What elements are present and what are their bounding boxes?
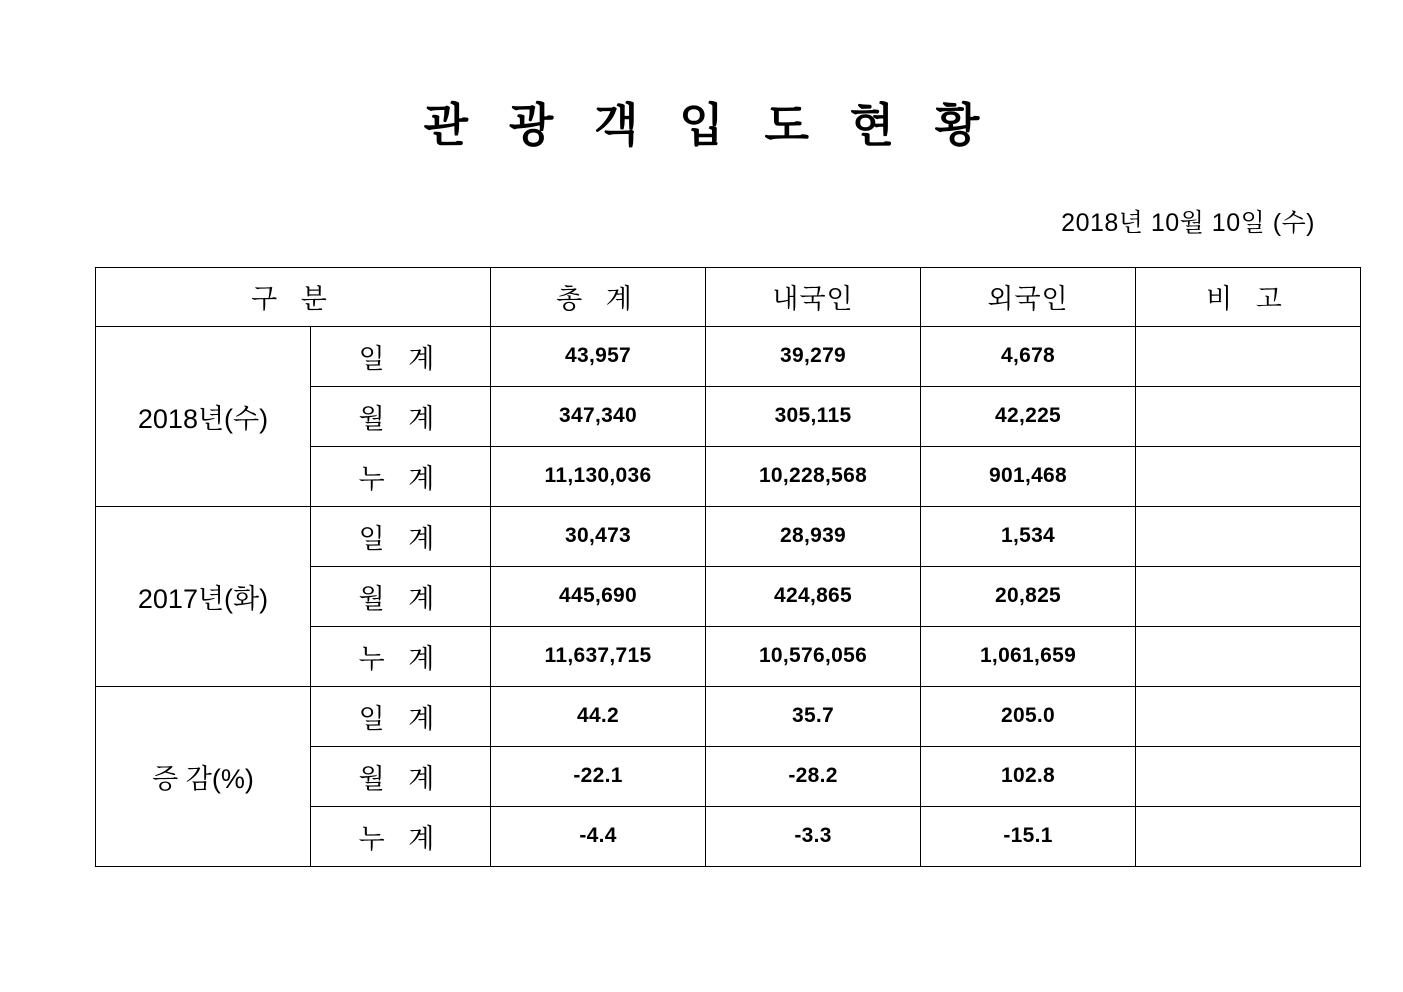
cell-note: [1136, 686, 1361, 746]
cell-total: 44.2: [491, 686, 706, 746]
column-header-domestic: 내국인: [706, 267, 921, 326]
cell-domestic: 305,115: [706, 386, 921, 446]
cell-total: 347,340: [491, 386, 706, 446]
table-body: [96, 326, 1361, 866]
cell-domestic: 39,279: [706, 326, 921, 386]
table-row: [96, 686, 1361, 746]
row-sub-label: 누 계: [311, 626, 491, 686]
cell-domestic: 10,228,568: [706, 446, 921, 506]
row-sub-label: 누 계: [311, 806, 491, 866]
column-header-division: 구 분: [96, 267, 491, 326]
row-sub-label: 누 계: [311, 446, 491, 506]
cell-foreign: 4,678: [921, 326, 1136, 386]
cell-total: 11,637,715: [491, 626, 706, 686]
page-title: 관 광 객 입 도 현 황: [423, 99, 994, 151]
row-sub-label: 일 계: [311, 686, 491, 746]
cell-foreign: 102.8: [921, 746, 1136, 806]
cell-foreign: 901,468: [921, 446, 1136, 506]
cell-foreign: 1,534: [921, 506, 1136, 566]
cell-note: [1136, 566, 1361, 626]
cell-foreign: 205.0: [921, 686, 1136, 746]
cell-foreign: 1,061,659: [921, 626, 1136, 686]
row-sub-label: 일 계: [311, 506, 491, 566]
cell-note: [1136, 446, 1361, 506]
cell-total: -22.1: [491, 746, 706, 806]
cell-note: [1136, 806, 1361, 866]
column-header-total: 총 계: [491, 267, 706, 326]
cell-domestic: 35.7: [706, 686, 921, 746]
tourist-arrivals-table: [95, 267, 1361, 867]
cell-total: 445,690: [491, 566, 706, 626]
table-row: [96, 506, 1361, 566]
cell-domestic: -3.3: [706, 806, 921, 866]
row-group-label: 증 감(%): [96, 686, 311, 866]
report-date: 2018년 10월 10일 (수): [1061, 208, 1315, 237]
cell-domestic: 424,865: [706, 566, 921, 626]
table-row: [96, 326, 1361, 386]
row-group-label: 2017년(화): [96, 506, 311, 686]
cell-foreign: 20,825: [921, 566, 1136, 626]
cell-note: [1136, 386, 1361, 446]
cell-domestic: 10,576,056: [706, 626, 921, 686]
cell-total: 30,473: [491, 506, 706, 566]
cell-total: -4.4: [491, 806, 706, 866]
cell-note: [1136, 626, 1361, 686]
cell-foreign: -15.1: [921, 806, 1136, 866]
cell-total: 11,130,036: [491, 446, 706, 506]
row-sub-label: 월 계: [311, 386, 491, 446]
row-group-label: 2018년(수): [96, 326, 311, 506]
cell-note: [1136, 326, 1361, 386]
row-sub-label: 일 계: [311, 326, 491, 386]
cell-domestic: 28,939: [706, 506, 921, 566]
column-header-foreign: 외국인: [921, 267, 1136, 326]
row-sub-label: 월 계: [311, 746, 491, 806]
cell-domestic: -28.2: [706, 746, 921, 806]
cell-note: [1136, 506, 1361, 566]
row-sub-label: 월 계: [311, 566, 491, 626]
cell-foreign: 42,225: [921, 386, 1136, 446]
cell-note: [1136, 746, 1361, 806]
table-header-row: [96, 267, 1361, 326]
table-header: [96, 267, 1361, 326]
cell-total: 43,957: [491, 326, 706, 386]
column-header-note: 비 고: [1136, 267, 1361, 326]
